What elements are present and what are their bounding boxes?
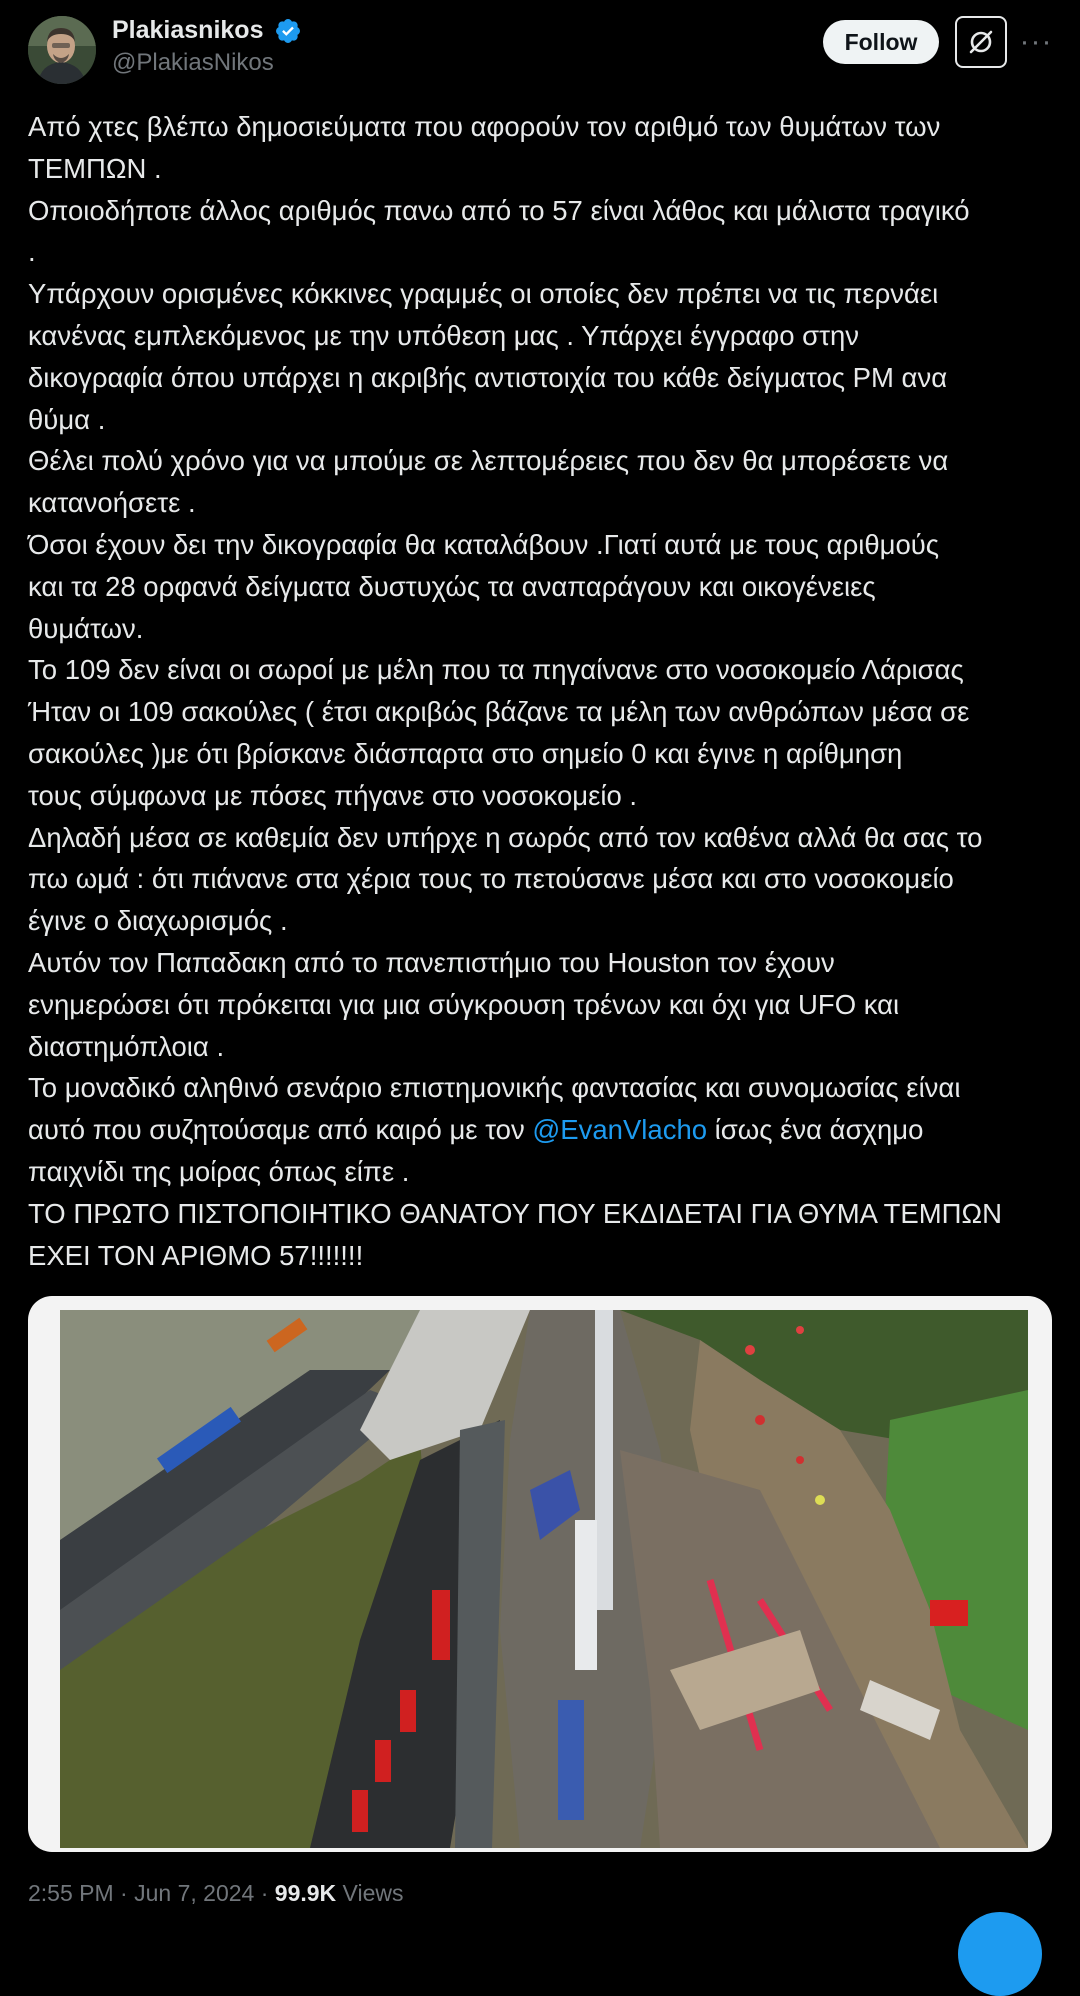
- tweet-line: διαστημόπλοια .: [28, 1030, 225, 1062]
- tweet-line: παιχνίδι της μοίρας όπως είπε .: [28, 1155, 410, 1187]
- tweet-line: ΤΟ ΠΡΩΤΟ ΠΙΣΤΟΠΟΙΗΤΙΚΟ ΘΑΝΑΤΟΥ ΠΟΥ ΕΚΔΙΔΕΤΑΙ ΓΙΑ ΘΥΜΑ ΤΕΜΠΩΝ: [28, 1197, 1002, 1229]
- tweet-time[interactable]: 2:55 PM: [28, 1880, 114, 1906]
- tweet-text: [28, 106, 1058, 1276]
- tweet-line: ενημερώσει ότι πρόκειται για μια σύγκρουση τρένων και όχι για UFO και: [28, 988, 900, 1020]
- tweet-line: πω ωμά : ότι πιάνανε στα χέρια τους το πετούσανε μέσα και στο νοσοκομείο: [28, 863, 954, 895]
- tweet-line: Υπάρχουν ορισμένες κόκκινες γραμμές οι οποίες δεν πρέπει να τις περνάει: [28, 278, 939, 310]
- tweet-line: .: [28, 236, 36, 268]
- tweet-text-segment: ίσως ένα άσχημο: [707, 1114, 924, 1146]
- mention-link[interactable]: @EvanVlacho: [532, 1114, 708, 1146]
- tweet-line: Ήταν οι 109 σακούλες ( έτσι ακριβώς βάζανε τα μέλη των ανθρώπων μέσα σε: [28, 696, 970, 728]
- follow-button[interactable]: Follow: [823, 20, 939, 64]
- compose-fab-button[interactable]: [958, 1912, 1042, 1996]
- tweet-text-segment: αυτό που συζητούσαμε από καιρό με τον: [28, 1114, 533, 1146]
- tweet-line: κατανοήσετε .: [28, 487, 196, 519]
- author-handle[interactable]: @PlakiasNikos: [112, 49, 274, 76]
- tweet-line: κανένας εμπλεκόμενος με την υπόθεση μας . Υπάρχει έγγραφο στην: [28, 319, 860, 351]
- tweet-line: θύμα .: [28, 403, 106, 435]
- grok-icon[interactable]: [955, 16, 1007, 68]
- meta-separator: ·: [254, 1880, 275, 1906]
- verified-badge-icon: [274, 17, 302, 45]
- tweet-line: Οποιοδήποτε άλλος αριθμός πανω από το 57 είναι λάθος και μάλιστα τραγικό: [28, 194, 970, 226]
- tweet-date[interactable]: Jun 7, 2024: [134, 1880, 255, 1906]
- tweet-line: σακούλες )με ότι βρίσκανε διάσπαρτα στο σημείο 0 και έγινε η αρίθμηση: [28, 737, 903, 769]
- tweet-line: έγινε ο διαχωρισμός .: [28, 905, 288, 937]
- tweet-line: Δηλαδή μέσα σε καθεμία δεν υπήρχε η σωρός από τον καθένα αλλά θα σας το: [28, 821, 983, 853]
- views-label: Views: [336, 1880, 404, 1906]
- avatar[interactable]: [28, 16, 96, 84]
- more-icon[interactable]: ···: [1019, 25, 1053, 58]
- tweet-line: Το 109 δεν είναι οι σωροί με μέλη που τα πηγαίνανε στο νοσοκομείο Λάρισας: [28, 654, 964, 686]
- tweet-line: Αυτόν τον Παπαδακη από το πανεπιστήμιο του Houston τον έχουν: [28, 946, 835, 978]
- tweet-line: ΤΕΜΠΩΝ .: [28, 152, 162, 184]
- display-name[interactable]: Plakiasnikos: [112, 16, 264, 44]
- tweet-meta: [28, 1880, 403, 1907]
- views-count: 99.9K: [274, 1880, 337, 1906]
- tweet-line: ΕΧΕΙ ΤΟΝ ΑΡΙΘΜΟ 57!!!!!!!: [28, 1239, 364, 1271]
- tweet-header: [28, 14, 1052, 86]
- author-name-block[interactable]: [112, 16, 302, 77]
- tweet-line: και τα 28 ορφανά δείγματα δυστυχώς τα αναπαράγουν και οικογένειες: [28, 570, 876, 602]
- tweet-line: θυμάτων.: [28, 612, 144, 644]
- tweet-line: Όσοι έχουν δει την δικογραφία θα καταλάβουν .Γιατί αυτά με τους αριθμούς: [28, 528, 940, 560]
- tweet-line: Θέλει πολύ χρόνο για να μπούμε σε λεπτομέρειες που δεν θα μπορέσετε να: [28, 445, 949, 477]
- tweet-line-mention: [28, 1109, 1058, 1151]
- meta-separator: ·: [113, 1880, 135, 1906]
- photo-aerial-train-crash: [60, 1310, 1028, 1848]
- tweet-media[interactable]: [28, 1296, 1052, 1852]
- tweet-line: τους σύμφωνα με πόσες πήγανε στο νοσοκομείο .: [28, 779, 638, 811]
- tweet-line: δικογραφία όπου υπάρχει η ακριβής αντιστοιχία του κάθε δείγματος PM ανα: [28, 361, 948, 393]
- tweet-line: Το μοναδικό αληθινό σενάριο επιστημονικής φαντασίας και συνομωσίας είναι: [28, 1072, 961, 1104]
- tweet-line: Από χτες βλέπω δημοσιεύματα που αφορούν τον αριθμό των θυμάτων των: [28, 111, 941, 142]
